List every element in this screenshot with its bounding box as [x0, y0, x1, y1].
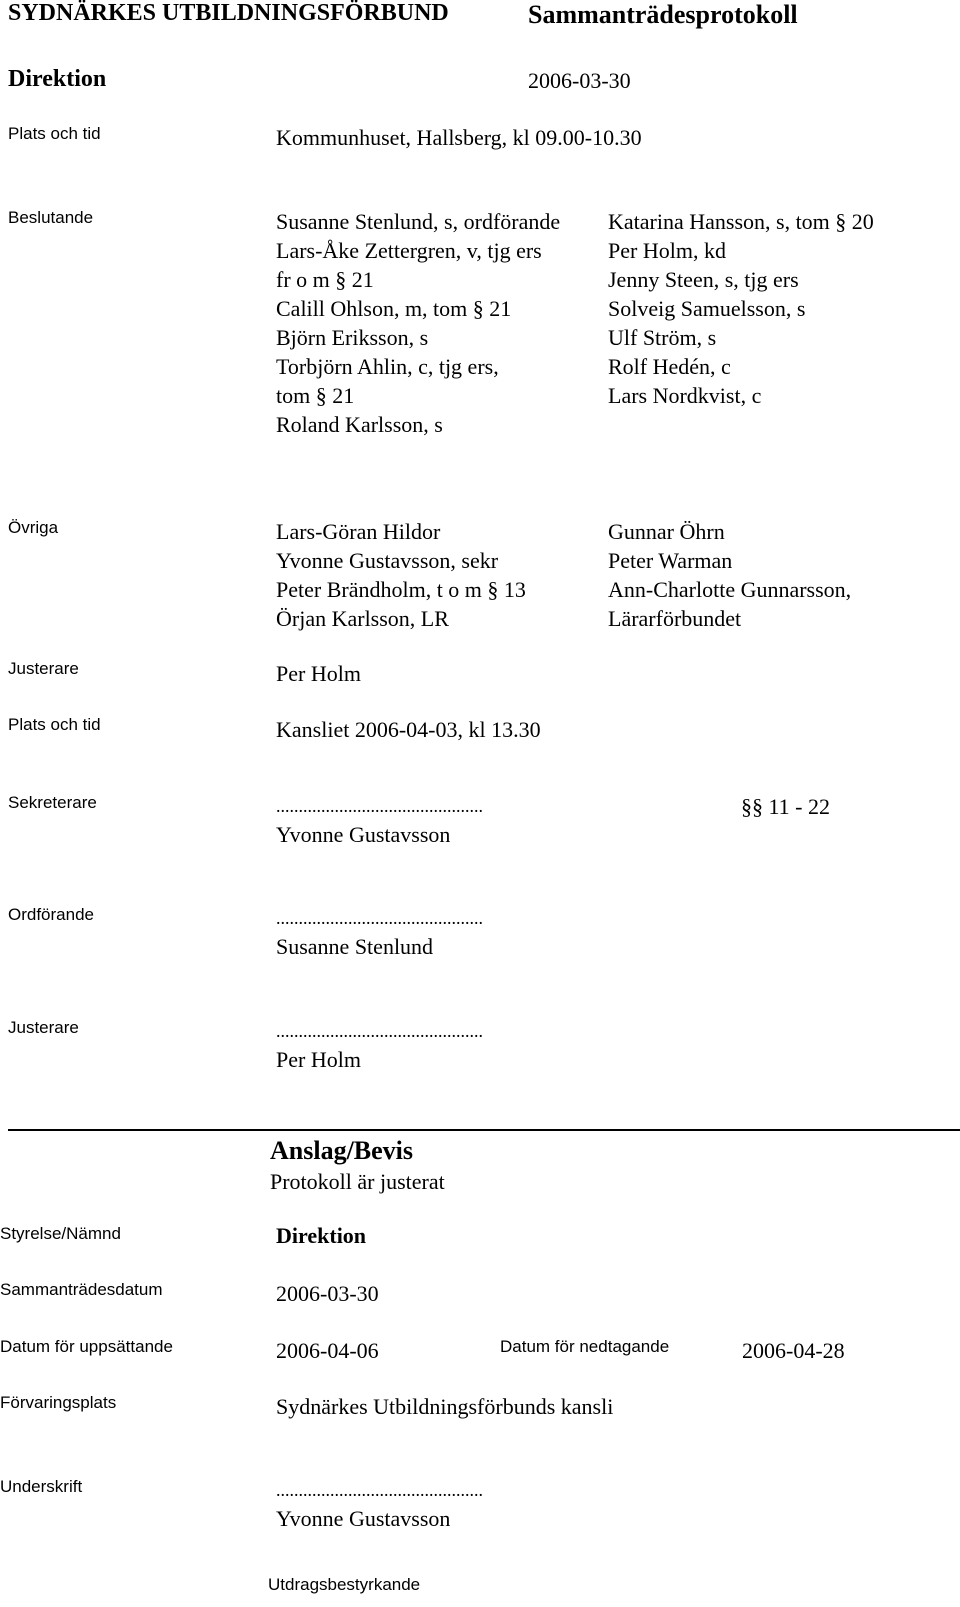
others-right	[608, 517, 851, 633]
adjuster-label: Justerare	[8, 659, 79, 678]
document-type: Sammanträdesprotokoll	[528, 0, 798, 29]
notice-signature-line: ..............................................	[276, 1480, 483, 1500]
decision-maker: tom § 21	[276, 383, 355, 408]
decision-makers-label: Beslutande	[8, 208, 94, 227]
place-time-value: Kommunhuset, Hallsberg, kl 09.00-10.30	[276, 125, 642, 150]
decision-makers-right	[608, 207, 874, 410]
meeting-date-value: 2006-03-30	[276, 1281, 379, 1306]
decision-makers-left	[276, 207, 560, 439]
posted-date-value: 2006-04-06	[276, 1338, 379, 1363]
decision-maker: fr o m § 21	[276, 267, 374, 292]
removed-date-label: Datum för nedtagande	[500, 1337, 670, 1356]
decision-maker: Solveig Samuelsson, s	[608, 296, 806, 321]
others-left	[276, 517, 526, 633]
attendee: Ann-Charlotte Gunnarsson,	[608, 577, 852, 602]
section-divider	[8, 1129, 960, 1131]
decision-maker: Lars-Åke Zettergren, v, tjg ers	[276, 238, 542, 263]
attendee: Lärarförbundet	[608, 606, 742, 631]
adjust-place-time-label: Plats och tid	[8, 715, 101, 734]
decision-maker: Katarina Hansson, s, tom § 20	[608, 209, 874, 234]
attendee: Lars-Göran Hildor	[276, 519, 441, 544]
secretary-label: Sekreterare	[8, 793, 97, 812]
meeting-date: 2006-03-30	[528, 68, 631, 93]
decision-maker: Per Holm, kd	[608, 238, 726, 263]
adjuster-signature-line: ..............................................	[276, 1021, 483, 1041]
chair-name: Susanne Stenlund	[276, 934, 434, 959]
storage-value: Sydnärkes Utbildningsförbunds kansli	[276, 1394, 614, 1419]
decision-maker: Rolf Hedén, c	[608, 354, 731, 379]
attendee: Peter Brändholm, t o m § 13	[276, 577, 526, 602]
decision-maker: Ulf Ström, s	[608, 325, 717, 350]
secretary-name: Yvonne Gustavsson	[276, 822, 451, 847]
decision-maker: Björn Eriksson, s	[276, 325, 429, 350]
decision-maker: Susanne Stenlund, s, ordförande	[276, 209, 561, 234]
board-name: Direktion	[8, 66, 107, 92]
organization-name: SYDNÄRKES UTBILDNINGSFÖRBUND	[8, 0, 449, 26]
board-value: Direktion	[276, 1223, 367, 1248]
place-time-label: Plats och tid	[8, 124, 101, 143]
chair-label: Ordförande	[8, 905, 94, 924]
adjuster-signature-name: Per Holm	[276, 1047, 361, 1072]
storage-label: Förvaringsplats	[0, 1393, 117, 1412]
adjust-place-time-value: Kansliet 2006-04-03, kl 13.30	[276, 717, 541, 742]
notice-title: Anslag/Bevis	[270, 1136, 414, 1165]
certifier-label: Utdragsbestyrkande	[268, 1575, 421, 1594]
attendee: Gunnar Öhrn	[608, 519, 725, 544]
chair-signature-line: ..............................................	[276, 908, 483, 928]
board-label: Styrelse/Nämnd	[0, 1224, 121, 1243]
adjuster-signature-label: Justerare	[8, 1018, 79, 1037]
removed-date-value: 2006-04-28	[742, 1338, 845, 1363]
others-label: Övriga	[8, 518, 59, 537]
posted-date-label: Datum för uppsättande	[0, 1337, 173, 1356]
secretary-signature-line: ..............................................	[276, 796, 483, 816]
notice-signature-name: Yvonne Gustavsson	[276, 1506, 451, 1531]
attendee: Peter Warman	[608, 548, 733, 573]
paragraph-range: §§ 11 - 22	[741, 794, 831, 819]
decision-maker: Torbjörn Ahlin, c, tjg ers,	[276, 354, 499, 379]
decision-maker: Lars Nordkvist, c	[608, 383, 762, 408]
attendee: Örjan Karlsson, LR	[276, 606, 449, 631]
signature-label: Underskrift	[0, 1477, 83, 1496]
notice-subtitle: Protokoll är justerat	[270, 1169, 445, 1194]
attendee: Yvonne Gustavsson, sekr	[276, 548, 499, 573]
adjuster-value: Per Holm	[276, 661, 361, 686]
decision-maker: Calill Ohlson, m, tom § 21	[276, 296, 512, 321]
decision-maker: Roland Karlsson, s	[276, 412, 443, 437]
decision-maker: Jenny Steen, s, tjg ers	[608, 267, 799, 292]
meeting-date-label: Sammanträdesdatum	[0, 1280, 163, 1299]
